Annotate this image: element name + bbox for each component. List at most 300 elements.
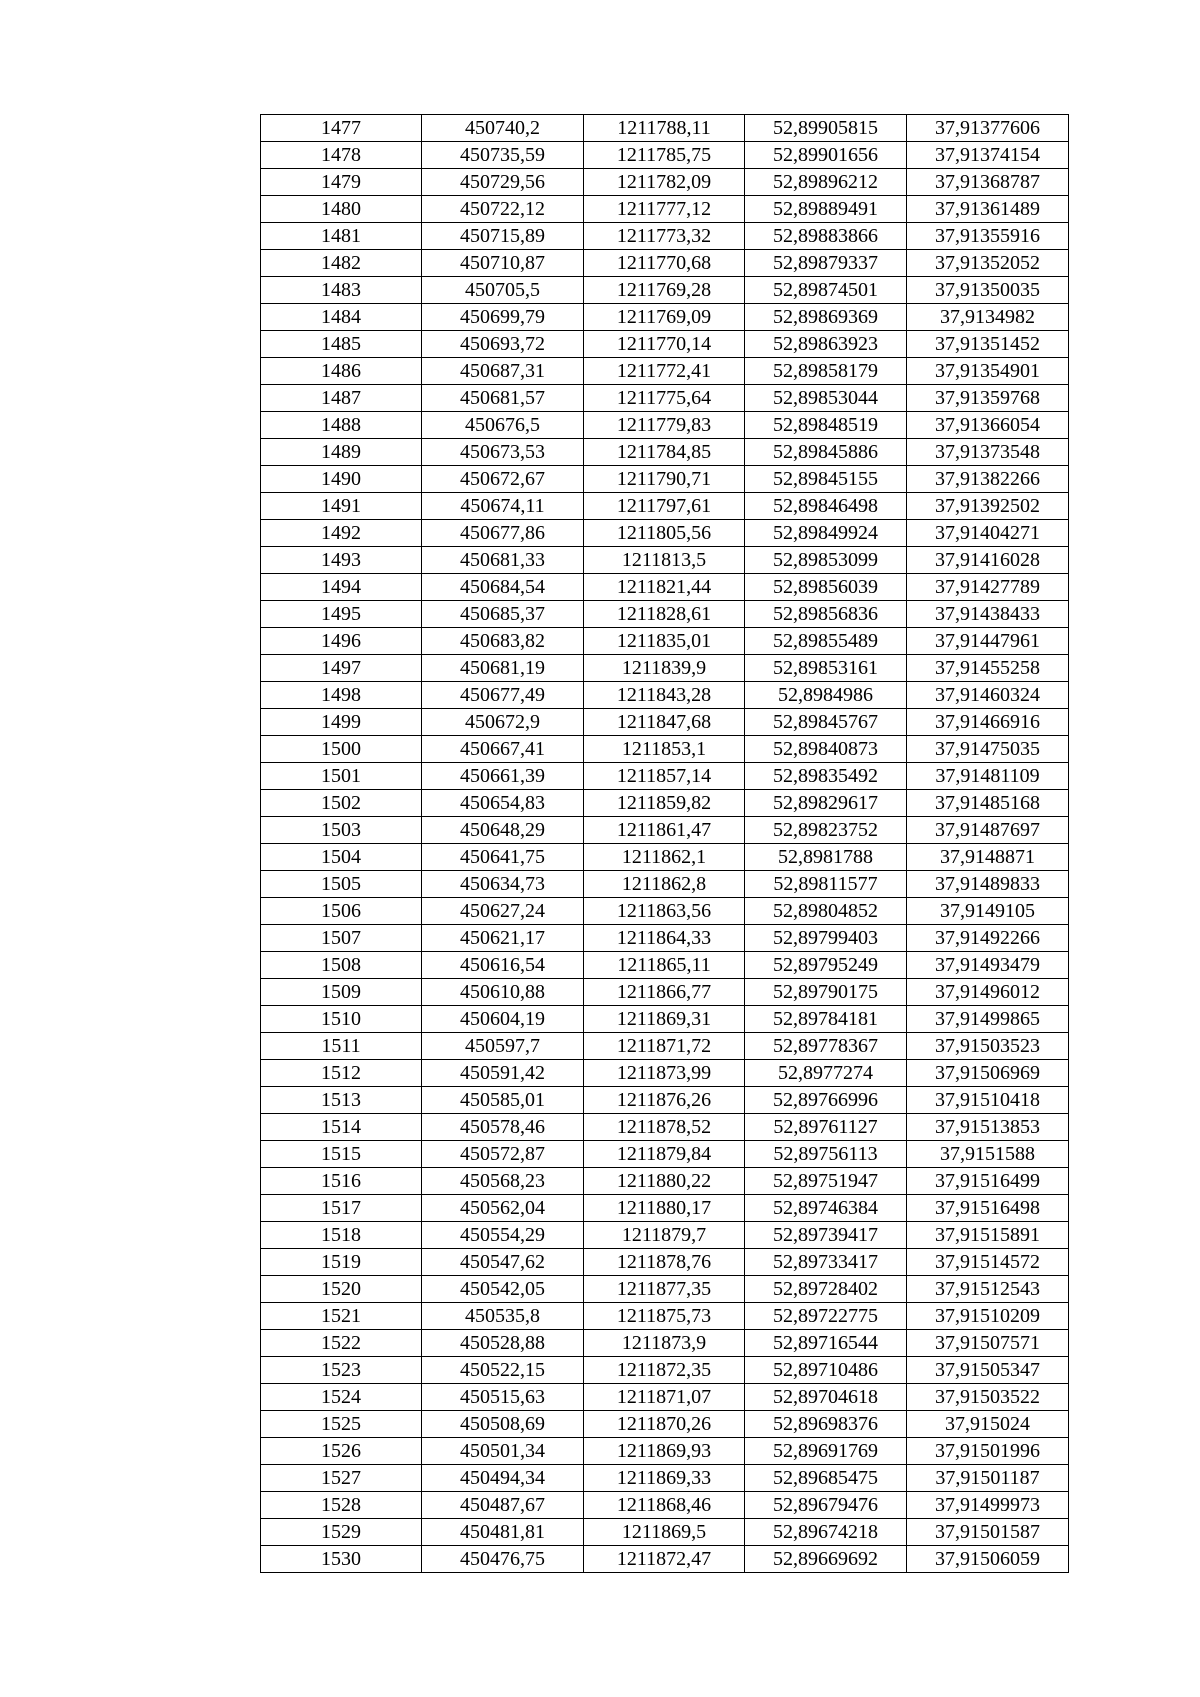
latitude-cell: 52,89698376 bbox=[745, 1411, 907, 1438]
y-coordinate-cell: 1211872,47 bbox=[584, 1546, 745, 1573]
longitude-cell: 37,91361489 bbox=[907, 196, 1069, 223]
y-coordinate-cell: 1211813,5 bbox=[584, 547, 745, 574]
latitude-cell: 52,89848519 bbox=[745, 412, 907, 439]
y-coordinate-cell: 1211857,14 bbox=[584, 763, 745, 790]
latitude-cell: 52,89846498 bbox=[745, 493, 907, 520]
longitude-cell: 37,91501187 bbox=[907, 1465, 1069, 1492]
latitude-cell: 52,89811577 bbox=[745, 871, 907, 898]
x-coordinate-cell: 450740,2 bbox=[422, 115, 584, 142]
y-coordinate-cell: 1211788,11 bbox=[584, 115, 745, 142]
longitude-cell: 37,91351452 bbox=[907, 331, 1069, 358]
point-number-cell: 1513 bbox=[261, 1087, 422, 1114]
point-number-cell: 1517 bbox=[261, 1195, 422, 1222]
y-coordinate-cell: 1211864,33 bbox=[584, 925, 745, 952]
x-coordinate-cell: 450687,31 bbox=[422, 358, 584, 385]
table-row bbox=[261, 574, 1069, 601]
latitude-cell: 52,89746384 bbox=[745, 1195, 907, 1222]
latitude-cell: 52,89855489 bbox=[745, 628, 907, 655]
x-coordinate-cell: 450535,8 bbox=[422, 1303, 584, 1330]
longitude-cell: 37,915024 bbox=[907, 1411, 1069, 1438]
latitude-cell: 52,89883866 bbox=[745, 223, 907, 250]
x-coordinate-cell: 450476,75 bbox=[422, 1546, 584, 1573]
longitude-cell: 37,91460324 bbox=[907, 682, 1069, 709]
point-number-cell: 1521 bbox=[261, 1303, 422, 1330]
x-coordinate-cell: 450654,83 bbox=[422, 790, 584, 817]
x-coordinate-cell: 450634,73 bbox=[422, 871, 584, 898]
longitude-cell: 37,91506969 bbox=[907, 1060, 1069, 1087]
longitude-cell: 37,9148871 bbox=[907, 844, 1069, 871]
y-coordinate-cell: 1211843,28 bbox=[584, 682, 745, 709]
longitude-cell: 37,91489833 bbox=[907, 871, 1069, 898]
y-coordinate-cell: 1211873,99 bbox=[584, 1060, 745, 1087]
y-coordinate-cell: 1211779,83 bbox=[584, 412, 745, 439]
point-number-cell: 1527 bbox=[261, 1465, 422, 1492]
y-coordinate-cell: 1211839,9 bbox=[584, 655, 745, 682]
latitude-cell: 52,89840873 bbox=[745, 736, 907, 763]
latitude-cell: 52,89739417 bbox=[745, 1222, 907, 1249]
y-coordinate-cell: 1211790,71 bbox=[584, 466, 745, 493]
latitude-cell: 52,89804852 bbox=[745, 898, 907, 925]
longitude-cell: 37,91501996 bbox=[907, 1438, 1069, 1465]
x-coordinate-cell: 450542,05 bbox=[422, 1276, 584, 1303]
longitude-cell: 37,91505347 bbox=[907, 1357, 1069, 1384]
point-number-cell: 1515 bbox=[261, 1141, 422, 1168]
latitude-cell: 52,89710486 bbox=[745, 1357, 907, 1384]
point-number-cell: 1518 bbox=[261, 1222, 422, 1249]
latitude-cell: 52,89879337 bbox=[745, 250, 907, 277]
y-coordinate-cell: 1211871,07 bbox=[584, 1384, 745, 1411]
y-coordinate-cell: 1211769,28 bbox=[584, 277, 745, 304]
y-coordinate-cell: 1211859,82 bbox=[584, 790, 745, 817]
point-number-cell: 1510 bbox=[261, 1006, 422, 1033]
latitude-cell: 52,89856836 bbox=[745, 601, 907, 628]
y-coordinate-cell: 1211880,17 bbox=[584, 1195, 745, 1222]
x-coordinate-cell: 450597,7 bbox=[422, 1033, 584, 1060]
latitude-cell: 52,89823752 bbox=[745, 817, 907, 844]
y-coordinate-cell: 1211784,85 bbox=[584, 439, 745, 466]
point-number-cell: 1499 bbox=[261, 709, 422, 736]
point-number-cell: 1480 bbox=[261, 196, 422, 223]
longitude-cell: 37,91516498 bbox=[907, 1195, 1069, 1222]
latitude-cell: 52,89778367 bbox=[745, 1033, 907, 1060]
x-coordinate-cell: 450683,82 bbox=[422, 628, 584, 655]
table-row bbox=[261, 979, 1069, 1006]
table-row bbox=[261, 817, 1069, 844]
latitude-cell: 52,89901656 bbox=[745, 142, 907, 169]
point-number-cell: 1530 bbox=[261, 1546, 422, 1573]
longitude-cell: 37,91354901 bbox=[907, 358, 1069, 385]
table-row bbox=[261, 790, 1069, 817]
table-row bbox=[261, 1492, 1069, 1519]
latitude-cell: 52,89856039 bbox=[745, 574, 907, 601]
latitude-cell: 52,89691769 bbox=[745, 1438, 907, 1465]
longitude-cell: 37,91373548 bbox=[907, 439, 1069, 466]
x-coordinate-cell: 450681,57 bbox=[422, 385, 584, 412]
point-number-cell: 1486 bbox=[261, 358, 422, 385]
latitude-cell: 52,89853161 bbox=[745, 655, 907, 682]
latitude-cell: 52,89896212 bbox=[745, 169, 907, 196]
longitude-cell: 37,9151588 bbox=[907, 1141, 1069, 1168]
table-row bbox=[261, 223, 1069, 250]
latitude-cell: 52,89784181 bbox=[745, 1006, 907, 1033]
x-coordinate-cell: 450494,34 bbox=[422, 1465, 584, 1492]
table-row bbox=[261, 466, 1069, 493]
table-row bbox=[261, 412, 1069, 439]
latitude-cell: 52,89722775 bbox=[745, 1303, 907, 1330]
latitude-cell: 52,8984986 bbox=[745, 682, 907, 709]
longitude-cell: 37,91501587 bbox=[907, 1519, 1069, 1546]
y-coordinate-cell: 1211869,33 bbox=[584, 1465, 745, 1492]
latitude-cell: 52,89845886 bbox=[745, 439, 907, 466]
y-coordinate-cell: 1211869,5 bbox=[584, 1519, 745, 1546]
table-row bbox=[261, 1249, 1069, 1276]
point-number-cell: 1524 bbox=[261, 1384, 422, 1411]
longitude-cell: 37,9134982 bbox=[907, 304, 1069, 331]
point-number-cell: 1481 bbox=[261, 223, 422, 250]
table-row bbox=[261, 682, 1069, 709]
y-coordinate-cell: 1211869,93 bbox=[584, 1438, 745, 1465]
table-row bbox=[261, 250, 1069, 277]
latitude-cell: 52,89874501 bbox=[745, 277, 907, 304]
latitude-cell: 52,89766996 bbox=[745, 1087, 907, 1114]
x-coordinate-cell: 450684,54 bbox=[422, 574, 584, 601]
longitude-cell: 37,91503522 bbox=[907, 1384, 1069, 1411]
point-number-cell: 1487 bbox=[261, 385, 422, 412]
point-number-cell: 1514 bbox=[261, 1114, 422, 1141]
y-coordinate-cell: 1211869,31 bbox=[584, 1006, 745, 1033]
table-row bbox=[261, 925, 1069, 952]
latitude-cell: 52,89795249 bbox=[745, 952, 907, 979]
point-number-cell: 1482 bbox=[261, 250, 422, 277]
point-number-cell: 1497 bbox=[261, 655, 422, 682]
y-coordinate-cell: 1211773,32 bbox=[584, 223, 745, 250]
point-number-cell: 1506 bbox=[261, 898, 422, 925]
x-coordinate-cell: 450729,56 bbox=[422, 169, 584, 196]
point-number-cell: 1504 bbox=[261, 844, 422, 871]
y-coordinate-cell: 1211879,7 bbox=[584, 1222, 745, 1249]
table-row bbox=[261, 655, 1069, 682]
table-row bbox=[261, 196, 1069, 223]
x-coordinate-cell: 450681,33 bbox=[422, 547, 584, 574]
table-row bbox=[261, 1384, 1069, 1411]
y-coordinate-cell: 1211876,26 bbox=[584, 1087, 745, 1114]
latitude-cell: 52,89845767 bbox=[745, 709, 907, 736]
longitude-cell: 37,91496012 bbox=[907, 979, 1069, 1006]
longitude-cell: 37,91513853 bbox=[907, 1114, 1069, 1141]
table-row bbox=[261, 385, 1069, 412]
x-coordinate-cell: 450661,39 bbox=[422, 763, 584, 790]
y-coordinate-cell: 1211862,1 bbox=[584, 844, 745, 871]
point-number-cell: 1496 bbox=[261, 628, 422, 655]
table-row bbox=[261, 1330, 1069, 1357]
longitude-cell: 37,91512543 bbox=[907, 1276, 1069, 1303]
table-row bbox=[261, 1357, 1069, 1384]
table-row bbox=[261, 1519, 1069, 1546]
longitude-cell: 37,91374154 bbox=[907, 142, 1069, 169]
point-number-cell: 1511 bbox=[261, 1033, 422, 1060]
latitude-cell: 52,89756113 bbox=[745, 1141, 907, 1168]
point-number-cell: 1498 bbox=[261, 682, 422, 709]
table-row bbox=[261, 1546, 1069, 1573]
point-number-cell: 1529 bbox=[261, 1519, 422, 1546]
y-coordinate-cell: 1211770,68 bbox=[584, 250, 745, 277]
longitude-cell: 37,91382266 bbox=[907, 466, 1069, 493]
y-coordinate-cell: 1211797,61 bbox=[584, 493, 745, 520]
table-row bbox=[261, 1465, 1069, 1492]
y-coordinate-cell: 1211875,73 bbox=[584, 1303, 745, 1330]
y-coordinate-cell: 1211821,44 bbox=[584, 574, 745, 601]
coordinates-table-body bbox=[261, 115, 1069, 1573]
latitude-cell: 52,89905815 bbox=[745, 115, 907, 142]
x-coordinate-cell: 450554,29 bbox=[422, 1222, 584, 1249]
table-row bbox=[261, 1276, 1069, 1303]
latitude-cell: 52,8977274 bbox=[745, 1060, 907, 1087]
table-row bbox=[261, 1141, 1069, 1168]
table-row bbox=[261, 736, 1069, 763]
longitude-cell: 37,91350035 bbox=[907, 277, 1069, 304]
point-number-cell: 1523 bbox=[261, 1357, 422, 1384]
latitude-cell: 52,89704618 bbox=[745, 1384, 907, 1411]
point-number-cell: 1478 bbox=[261, 142, 422, 169]
table-row bbox=[261, 1303, 1069, 1330]
table-row bbox=[261, 1411, 1069, 1438]
longitude-cell: 37,91447961 bbox=[907, 628, 1069, 655]
y-coordinate-cell: 1211863,56 bbox=[584, 898, 745, 925]
y-coordinate-cell: 1211861,47 bbox=[584, 817, 745, 844]
x-coordinate-cell: 450621,17 bbox=[422, 925, 584, 952]
point-number-cell: 1485 bbox=[261, 331, 422, 358]
longitude-cell: 37,91475035 bbox=[907, 736, 1069, 763]
y-coordinate-cell: 1211872,35 bbox=[584, 1357, 745, 1384]
latitude-cell: 52,89799403 bbox=[745, 925, 907, 952]
table-row bbox=[261, 601, 1069, 628]
table-row bbox=[261, 520, 1069, 547]
y-coordinate-cell: 1211879,84 bbox=[584, 1141, 745, 1168]
y-coordinate-cell: 1211828,61 bbox=[584, 601, 745, 628]
table-row bbox=[261, 1060, 1069, 1087]
table-row bbox=[261, 1033, 1069, 1060]
longitude-cell: 37,91368787 bbox=[907, 169, 1069, 196]
longitude-cell: 37,91487697 bbox=[907, 817, 1069, 844]
longitude-cell: 37,91466916 bbox=[907, 709, 1069, 736]
latitude-cell: 52,89829617 bbox=[745, 790, 907, 817]
x-coordinate-cell: 450693,72 bbox=[422, 331, 584, 358]
x-coordinate-cell: 450481,81 bbox=[422, 1519, 584, 1546]
point-number-cell: 1503 bbox=[261, 817, 422, 844]
longitude-cell: 37,91352052 bbox=[907, 250, 1069, 277]
point-number-cell: 1509 bbox=[261, 979, 422, 1006]
y-coordinate-cell: 1211805,56 bbox=[584, 520, 745, 547]
table-row bbox=[261, 1222, 1069, 1249]
point-number-cell: 1490 bbox=[261, 466, 422, 493]
x-coordinate-cell: 450627,24 bbox=[422, 898, 584, 925]
x-coordinate-cell: 450562,04 bbox=[422, 1195, 584, 1222]
longitude-cell: 37,91416028 bbox=[907, 547, 1069, 574]
longitude-cell: 37,91507571 bbox=[907, 1330, 1069, 1357]
latitude-cell: 52,89716544 bbox=[745, 1330, 907, 1357]
y-coordinate-cell: 1211769,09 bbox=[584, 304, 745, 331]
y-coordinate-cell: 1211870,26 bbox=[584, 1411, 745, 1438]
coordinates-table bbox=[260, 114, 1069, 1573]
x-coordinate-cell: 450648,29 bbox=[422, 817, 584, 844]
longitude-cell: 37,91503523 bbox=[907, 1033, 1069, 1060]
x-coordinate-cell: 450585,01 bbox=[422, 1087, 584, 1114]
y-coordinate-cell: 1211775,64 bbox=[584, 385, 745, 412]
x-coordinate-cell: 450722,12 bbox=[422, 196, 584, 223]
longitude-cell: 37,91392502 bbox=[907, 493, 1069, 520]
x-coordinate-cell: 450677,86 bbox=[422, 520, 584, 547]
y-coordinate-cell: 1211835,01 bbox=[584, 628, 745, 655]
y-coordinate-cell: 1211866,77 bbox=[584, 979, 745, 1006]
table-row bbox=[261, 1438, 1069, 1465]
y-coordinate-cell: 1211853,1 bbox=[584, 736, 745, 763]
point-number-cell: 1479 bbox=[261, 169, 422, 196]
x-coordinate-cell: 450528,88 bbox=[422, 1330, 584, 1357]
longitude-cell: 37,91355916 bbox=[907, 223, 1069, 250]
x-coordinate-cell: 450610,88 bbox=[422, 979, 584, 1006]
point-number-cell: 1500 bbox=[261, 736, 422, 763]
x-coordinate-cell: 450578,46 bbox=[422, 1114, 584, 1141]
table-row bbox=[261, 304, 1069, 331]
x-coordinate-cell: 450591,42 bbox=[422, 1060, 584, 1087]
point-number-cell: 1502 bbox=[261, 790, 422, 817]
table-row bbox=[261, 115, 1069, 142]
y-coordinate-cell: 1211865,11 bbox=[584, 952, 745, 979]
x-coordinate-cell: 450604,19 bbox=[422, 1006, 584, 1033]
latitude-cell: 52,8981788 bbox=[745, 844, 907, 871]
longitude-cell: 37,91493479 bbox=[907, 952, 1069, 979]
point-number-cell: 1495 bbox=[261, 601, 422, 628]
y-coordinate-cell: 1211871,72 bbox=[584, 1033, 745, 1060]
table-row bbox=[261, 358, 1069, 385]
point-number-cell: 1526 bbox=[261, 1438, 422, 1465]
longitude-cell: 37,91377606 bbox=[907, 115, 1069, 142]
longitude-cell: 37,91366054 bbox=[907, 412, 1069, 439]
longitude-cell: 37,91427789 bbox=[907, 574, 1069, 601]
table-row bbox=[261, 1087, 1069, 1114]
table-row bbox=[261, 628, 1069, 655]
latitude-cell: 52,89669692 bbox=[745, 1546, 907, 1573]
table-row bbox=[261, 709, 1069, 736]
longitude-cell: 37,91492266 bbox=[907, 925, 1069, 952]
table-row bbox=[261, 547, 1069, 574]
latitude-cell: 52,89858179 bbox=[745, 358, 907, 385]
longitude-cell: 37,91515891 bbox=[907, 1222, 1069, 1249]
x-coordinate-cell: 450676,5 bbox=[422, 412, 584, 439]
latitude-cell: 52,89853044 bbox=[745, 385, 907, 412]
y-coordinate-cell: 1211770,14 bbox=[584, 331, 745, 358]
y-coordinate-cell: 1211862,8 bbox=[584, 871, 745, 898]
longitude-cell: 37,91510209 bbox=[907, 1303, 1069, 1330]
y-coordinate-cell: 1211782,09 bbox=[584, 169, 745, 196]
table-row bbox=[261, 844, 1069, 871]
point-number-cell: 1489 bbox=[261, 439, 422, 466]
x-coordinate-cell: 450681,19 bbox=[422, 655, 584, 682]
latitude-cell: 52,89845155 bbox=[745, 466, 907, 493]
table-row bbox=[261, 952, 1069, 979]
table-row bbox=[261, 898, 1069, 925]
longitude-cell: 37,91499865 bbox=[907, 1006, 1069, 1033]
point-number-cell: 1494 bbox=[261, 574, 422, 601]
latitude-cell: 52,89685475 bbox=[745, 1465, 907, 1492]
table-row bbox=[261, 331, 1069, 358]
latitude-cell: 52,89751947 bbox=[745, 1168, 907, 1195]
point-number-cell: 1520 bbox=[261, 1276, 422, 1303]
point-number-cell: 1501 bbox=[261, 763, 422, 790]
longitude-cell: 37,91455258 bbox=[907, 655, 1069, 682]
point-number-cell: 1516 bbox=[261, 1168, 422, 1195]
latitude-cell: 52,89733417 bbox=[745, 1249, 907, 1276]
point-number-cell: 1512 bbox=[261, 1060, 422, 1087]
point-number-cell: 1488 bbox=[261, 412, 422, 439]
point-number-cell: 1528 bbox=[261, 1492, 422, 1519]
x-coordinate-cell: 450515,63 bbox=[422, 1384, 584, 1411]
latitude-cell: 52,89679476 bbox=[745, 1492, 907, 1519]
x-coordinate-cell: 450677,49 bbox=[422, 682, 584, 709]
latitude-cell: 52,89790175 bbox=[745, 979, 907, 1006]
point-number-cell: 1483 bbox=[261, 277, 422, 304]
latitude-cell: 52,89674218 bbox=[745, 1519, 907, 1546]
table-row bbox=[261, 439, 1069, 466]
latitude-cell: 52,89761127 bbox=[745, 1114, 907, 1141]
x-coordinate-cell: 450641,75 bbox=[422, 844, 584, 871]
y-coordinate-cell: 1211873,9 bbox=[584, 1330, 745, 1357]
longitude-cell: 37,91499973 bbox=[907, 1492, 1069, 1519]
x-coordinate-cell: 450487,67 bbox=[422, 1492, 584, 1519]
point-number-cell: 1525 bbox=[261, 1411, 422, 1438]
y-coordinate-cell: 1211868,46 bbox=[584, 1492, 745, 1519]
point-number-cell: 1505 bbox=[261, 871, 422, 898]
latitude-cell: 52,89849924 bbox=[745, 520, 907, 547]
x-coordinate-cell: 450547,62 bbox=[422, 1249, 584, 1276]
x-coordinate-cell: 450672,9 bbox=[422, 709, 584, 736]
table-row bbox=[261, 1195, 1069, 1222]
table-row bbox=[261, 1114, 1069, 1141]
y-coordinate-cell: 1211877,35 bbox=[584, 1276, 745, 1303]
x-coordinate-cell: 450699,79 bbox=[422, 304, 584, 331]
longitude-cell: 37,91438433 bbox=[907, 601, 1069, 628]
point-number-cell: 1492 bbox=[261, 520, 422, 547]
longitude-cell: 37,91404271 bbox=[907, 520, 1069, 547]
table-row bbox=[261, 277, 1069, 304]
y-coordinate-cell: 1211878,52 bbox=[584, 1114, 745, 1141]
x-coordinate-cell: 450508,69 bbox=[422, 1411, 584, 1438]
x-coordinate-cell: 450735,59 bbox=[422, 142, 584, 169]
y-coordinate-cell: 1211772,41 bbox=[584, 358, 745, 385]
table-row bbox=[261, 763, 1069, 790]
latitude-cell: 52,89889491 bbox=[745, 196, 907, 223]
x-coordinate-cell: 450572,87 bbox=[422, 1141, 584, 1168]
point-number-cell: 1507 bbox=[261, 925, 422, 952]
x-coordinate-cell: 450685,37 bbox=[422, 601, 584, 628]
y-coordinate-cell: 1211785,75 bbox=[584, 142, 745, 169]
x-coordinate-cell: 450674,11 bbox=[422, 493, 584, 520]
longitude-cell: 37,91359768 bbox=[907, 385, 1069, 412]
y-coordinate-cell: 1211880,22 bbox=[584, 1168, 745, 1195]
point-number-cell: 1522 bbox=[261, 1330, 422, 1357]
table-row bbox=[261, 142, 1069, 169]
x-coordinate-cell: 450667,41 bbox=[422, 736, 584, 763]
latitude-cell: 52,89853099 bbox=[745, 547, 907, 574]
table-row bbox=[261, 871, 1069, 898]
table-row bbox=[261, 1168, 1069, 1195]
point-number-cell: 1484 bbox=[261, 304, 422, 331]
table-row bbox=[261, 493, 1069, 520]
latitude-cell: 52,89728402 bbox=[745, 1276, 907, 1303]
latitude-cell: 52,89869369 bbox=[745, 304, 907, 331]
x-coordinate-cell: 450501,34 bbox=[422, 1438, 584, 1465]
point-number-cell: 1491 bbox=[261, 493, 422, 520]
